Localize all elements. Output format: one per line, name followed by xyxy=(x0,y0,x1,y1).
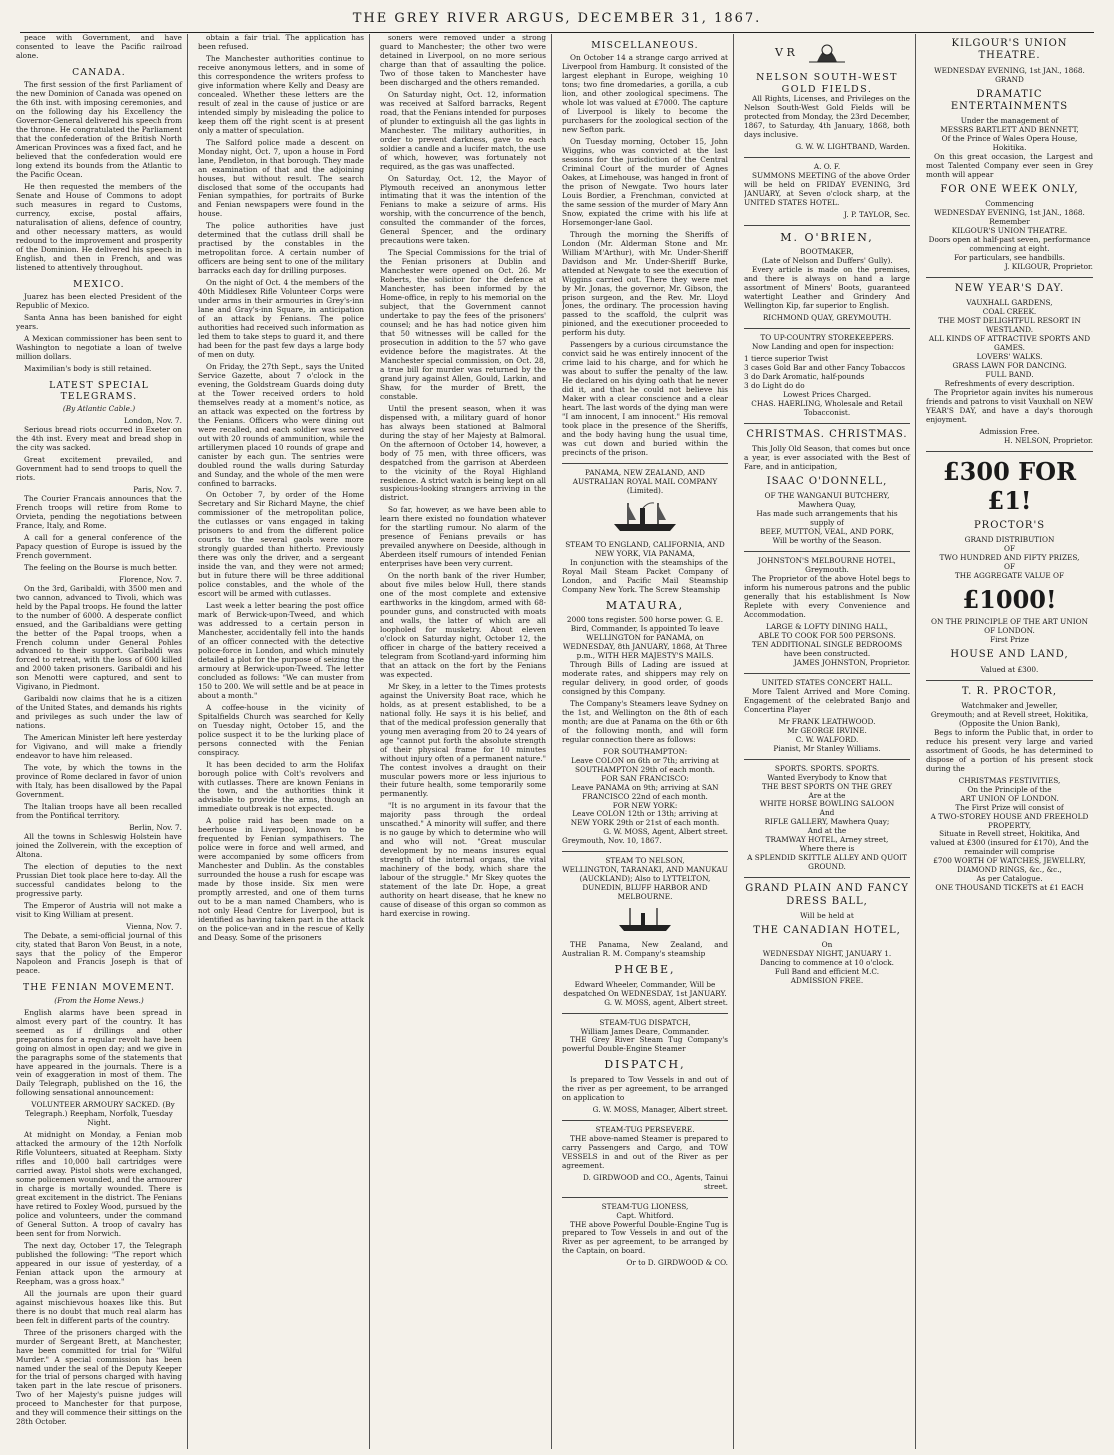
ad-line: RIFLE GALLERY, Mawhera Quay; xyxy=(764,817,890,827)
ad-text: The Proprietor of the above Hotel begs to inform his numerous patrons and the public generally that his establishment Is Now Replete with every Convenience and Accommodation. xyxy=(744,574,910,620)
divider xyxy=(744,673,910,674)
telegram-paragraph: The election of deputies to the next Prussian Diet took place here to-day. All the successful candidates belong to the progressive party. xyxy=(16,861,182,898)
article-paragraph: On Friday, the 27th Sept., says the United Service Gazette, about 7 o'clock in the evening, the Goldstream Guards doing duty at the Tower received orders to hold themselves ready at a moment's notice, as an attack was expected on the fortress by the Fenians. Officers who were dining out were recalled, and each soldier was served out with 20 rounds of ammunition, while the artillerymen placed 10 rounds of grape and canister by each gun. The sentries were doubled round the walls during Saturday and Sunday, and the whole of the men were confined to barracks. xyxy=(198,361,364,488)
ad-body: Is prepared to Tow Vessels in and out of the river as per agreement, to be arranged on application to xyxy=(562,1074,728,1102)
ad-line: Of the Prince of Wales Opera House, Hokitika. xyxy=(941,134,1078,153)
ad-line: Are at the xyxy=(808,790,846,800)
royal-crest-icon xyxy=(744,36,910,69)
ad-town: Greymouth. xyxy=(805,565,849,575)
ad-line: TWO HUNDRED AND FIFTY PRIZES, xyxy=(939,553,1080,563)
ad-text: Wanted Everybody to Know that xyxy=(767,772,887,782)
ad-feature: TEN ADDITIONAL SINGLE BEDROOMS have been constructed. xyxy=(751,639,903,658)
list-item: 3 do Dark Aromatic, half-pounds xyxy=(744,372,865,382)
ship-commander: William James Deare, Commander. xyxy=(580,1026,710,1036)
ad-line: OF xyxy=(1003,561,1016,571)
ad-subtitle: (Limited). xyxy=(626,485,664,495)
performer-name: Mr FRANK LEATHWOOD. xyxy=(778,716,876,726)
divider xyxy=(744,225,910,226)
panama-mail-ad xyxy=(562,469,728,846)
route-line: FOR SAN FRANCISCO: xyxy=(601,773,689,783)
ad-signature: G. W. MOSS, Agent, Albert street. xyxy=(603,827,728,837)
ad-signature: J. P. TAYLOR, Sec. xyxy=(843,209,910,219)
route-line: Leave PANAMA on 9th; arriving at SAN FRANCISCO 22nd of each month. xyxy=(571,782,719,801)
ad-subtitle: BOOTMAKER, xyxy=(800,247,854,257)
ad-shop: OF THE WANGANUI BUTCHERY, xyxy=(764,491,890,501)
fenian-paragraph: Three of the prisoners charged with the murder of Sergeant Brett, at Manchester, have been committed for trial for "Wilful Murder." A special commission has been named under the seal of the Deputy Keeper for the trial of persons charged with having taken part in the late rescue of prisoners. Two of her Majesty's puisne judges will proceed to Manchester for that purpose, and they will commence their sittings on the 28th October. xyxy=(16,1327,182,1427)
ad-line: ART UNION OF LONDON. xyxy=(960,793,1059,803)
ad-line: FOR ONE WEEK ONLY, xyxy=(940,183,1079,195)
telegrams-heading: LATEST SPECIAL TELEGRAMS. xyxy=(49,379,149,402)
ad-line: FULL BAND. xyxy=(985,370,1034,379)
telegram-paragraph: The Italian troops have all been recalled from the Pontifical territory. xyxy=(16,801,182,820)
mexico-paragraph: Maximilian's body is still retained. xyxy=(24,363,152,373)
ad-signature: D. GIRDWOOD and CO., Agents, Tainui street. xyxy=(582,1172,728,1191)
storekeepers-ad xyxy=(744,334,910,418)
ad-note: (Late of Nelson and Duffers' Gully). xyxy=(761,256,893,266)
fenian-subheading: (From the Home News.) xyxy=(54,995,144,1005)
mexico-paragraph: A Mexican commissioner has been sent to Washington to negotiate a loan of twelve million dollars. xyxy=(16,333,182,361)
concert-hall-ad xyxy=(744,679,910,754)
ad-line: Remember xyxy=(989,217,1030,227)
ad-items: BEEF, MUTTON, VEAL, AND PORK, xyxy=(760,527,894,537)
ad-title: TO UP-COUNTRY STOREKEEPERS. xyxy=(760,333,894,343)
fenian-paragraph: VOLUNTEER ARMOURY SACKED. (By Telegraph.) Reepham, Norfolk, Tuesday Night. xyxy=(25,1100,175,1128)
telegrams-subheading: (By Atlantic Cable.) xyxy=(62,404,136,414)
tug-dispatch-ad xyxy=(562,1019,728,1115)
article-paragraph: The Special Commissions for the trial of the Fenian prisoners at Dublin and Manchester were opened on Oct. 26. Mr Roberts, the solicitor for the defence at Manchester, has been informed by the Home-office, in reply to his memorial on the subject, that the Government cannot undertake to pay the fees of the prisoners' counsel; and he has had notice given him that 50 witnesses will be called for the prosecution in addition to the 57 who gave evidence before the magistrates. At the Manchester special commission, on Oct. 28, a true bill for murder was returned by the grand jury against Allen, Gould, Larkin, and Shaw, for the murder of Brett, the constable. xyxy=(380,248,546,401)
ad-signature: JAMES JOHNSTON, Proprietor. xyxy=(793,657,910,667)
ad-signature: G. W. W. LIGHTBAND, Warden. xyxy=(795,142,910,152)
ad-title: STEAM-TUG DISPATCH, xyxy=(599,1017,691,1027)
ad-name: ISAAC O'DONNELL, xyxy=(766,476,888,488)
article-paragraph: The police authorities have just determined that the cutlass drill shall be practised by the constables in the metropolitan force. A certain number of officers are being sent to one of the military barracks each day for drilling purposes. xyxy=(198,221,364,276)
ad-title: KILGOUR'S UNION THEATRE. xyxy=(951,38,1068,62)
ad-line: CHRISTMAS FESTIVITIES, xyxy=(958,775,1061,785)
dateline: Florence, Nov. 7. xyxy=(119,574,182,584)
article-paragraph: On the night of Oct. 4 the members of the 40th Middlesex Rifle Volunteer Corps were under arms in their armouries in Grey's-inn lane and Gray's-inn Square, in anticipation of an attack by Fenians. The police authorities had received such information as led them to take steps to guard it, and there had been for the past few days a large body of men on duty. xyxy=(198,278,364,359)
ad-amount: £1000! xyxy=(962,584,1057,614)
article-paragraph: Mr Skey, in a letter to the Times protests against the University Boat race, which he holds, as at present established, to be a national folly. He says it is his belief, and that of the medical profession generally that young men averaging from 20 to 24 years of age "cannot put forth the absolute strength of their physical frame for 10 minutes without injury often of a permanent nature." The contest involves a draught on their muscular powers more or less injurious to their future health, some temporarily some permanently. xyxy=(380,681,546,799)
mexico-heading: MEXICO. xyxy=(73,278,125,290)
ship-description: 2000 tons register. 500 horse power. G. E. Bird, Commander, Is appointed To leave WELLINGTON for PANAMA, on WEDNESDAY, 8th JANUARY, 1868, At Three p.m., WITH HER MAJESTY'S MAILS. xyxy=(562,615,728,661)
ad-line: And xyxy=(819,808,835,818)
ad-line: ON THE PRINCIPLE OF THE ART UNION OF LONDON. xyxy=(931,617,1088,636)
ad-title: STEAM-TUG LIONESS, xyxy=(601,1201,689,1211)
ship-name: DISPATCH, xyxy=(604,1058,686,1072)
christmas-butchery-ad xyxy=(744,429,910,546)
article-paragraph: The Salford police made a descent on Monday night, Oct. 7, upon a house in Ford lane, Pendleton, in that borough. They made an examination of that and the adjoining houses, but without result. The search disclosed that some of the occupants had Fenian sympathies, for portraits of Burke and Fenian newspapers were found in the house. xyxy=(198,137,364,219)
article-paragraph: A coffee-house in the vicinity of Spitalfields Church was searched for Kelly on Tuesday night, October 15, and the police suspect it to be the lurking place of persons connected with the Fenian conspiracy. xyxy=(198,702,364,757)
ad-text: On this great occasion, the Largest and most Talented Company ever seen in Grey month will appear xyxy=(926,152,1093,179)
mexico-paragraph: Juarez has been elected President of the Republic of Mexico. xyxy=(16,291,182,310)
dress-ball-ad xyxy=(744,883,910,986)
ad-feature: LARGE & LOFTY DINING HALL, xyxy=(766,622,888,632)
telegram-paragraph: All the towns in Schleswig Holstein have joined the Zollverein, with the exception of Altona. xyxy=(16,831,182,859)
ad-line: For particulars, see handbills. xyxy=(954,253,1065,263)
telegram-paragraph: The Emperor of Austria will not make a visit to King William at present. xyxy=(16,900,182,919)
telegram-paragraph: The feeling on the Bourse is much better. xyxy=(24,562,178,572)
union-theatre-ad xyxy=(926,38,1093,272)
ad-text: Begs to inform the Public that, in order to reduce his present very large and varied assortment of Goods, he has determined to dispose of a portion of his present stock during the xyxy=(926,727,1093,773)
melbourne-hotel-ad xyxy=(744,557,910,668)
canada-paragraph: The first session of the first Parliament of the new Dominion of Canada was opened on the 6th inst. with imposing ceremonies, and on the following day his Excellency the Governor-General delivered his speech from the throne. He congratulated the Parliament that the confederation of the British North American Provinces was a fixed fact, and he believed that the confederation would ere long extend its bounds from the Atlantic to the Pacific Ocean. xyxy=(16,80,182,179)
tug-persevere-ad xyxy=(562,1126,728,1192)
ad-line: On the Principle of the xyxy=(967,784,1052,794)
divider xyxy=(562,1013,728,1014)
divider xyxy=(562,463,728,464)
ad-line: TRAMWAY HOTEL, Arney street, xyxy=(765,835,889,845)
ad-line: Admission Free. xyxy=(979,426,1040,436)
ad-line: HOUSE AND LAND, xyxy=(950,649,1069,661)
ad-line: Situate in Revell street, Hokitika, And valued at £300 (insured for £170), And the remainder will comprise xyxy=(930,829,1089,857)
ad-title: JOHNSTON'S MELBOURNE HOTEL, xyxy=(758,556,896,566)
telegram-paragraph: The Debate, a semi-official journal of this city, stated that Baron Von Beust, in a note, says that the policy of the Emperor Napoleon and Francis Joseph is that of peace. xyxy=(16,930,182,976)
ad-fine-print: Through Bills of Lading are issued at moderate rates, and shippers may rely on regular delivery, in good order, of goods consigned by this Company. xyxy=(562,659,728,696)
telegram-paragraph: Serious bread riots occurred in Exeter on the 4th inst. Every meat and bread shop in the city was sacked. xyxy=(16,425,182,453)
dateline: Vienna, Nov. 7. xyxy=(126,921,182,931)
ad-line: WEDNESDAY NIGHT, JANUARY 1. xyxy=(762,949,892,959)
ad-line: ALL KINDS OF ATTRACTIVE SPORTS AND GAMES. xyxy=(928,334,1091,353)
ad-line: Where there is xyxy=(799,844,855,854)
article-paragraph: Last week a letter bearing the post office mark of Berwick-upon-Tweed, and which was addressed to a certain person in Manchester, accidentally fell into the hands of an officer connected with the detective police-force in London, and which minutely detailed a plot for the purpose of seizing the armoury at Berwick-upon-Tweed. The letter concluded as follows: "We can muster from 150 to 200. We will settle and be at peace in about a month." xyxy=(198,601,364,700)
ad-line: Will be held at xyxy=(800,910,854,920)
ad-subtitle: DRAMATIC ENTERTAINMENTS xyxy=(950,88,1069,112)
list-item: 3 do Light do do xyxy=(744,381,805,391)
divider xyxy=(926,680,1093,681)
column-1 xyxy=(16,34,188,1449)
misc-paragraph: On Tuesday morning, October 15, John Wiggins, who was convicted at the last sessions for the jurisdiction of the Central Criminal Court of the murder of Agnes Oakes, at Limehouse, was hanged in front of the prison of Newgate. Two hours later Louis Bordier, a Frenchman, convicted at the same session of the murder of Mary Ann Snow, expiated the crime with his life at Horsemonger-lane Gaol. xyxy=(562,137,728,227)
canada-paragraph: He then requested the members of the Senate and House of Commons to adopt such measures in regard to Customs, currency, excise, postal affairs, naturalisation of aliens, defence of country, and other necessary matters, as would redound to the improvement and prosperity of the Dominion. He delivered his speech in English, and then in French, and was listened to attentively throughout. xyxy=(16,181,182,272)
ad-line: GRAND xyxy=(995,74,1024,84)
ad-text: THE above-named Steamer is prepared to carry Passengers and Cargo, and TOW VESSELS in and out of the River as per agreement. xyxy=(562,1133,728,1170)
route-line: Leave COLON on 6th or 7th; arriving at SOUTHAMPTON 29th of each month. xyxy=(571,755,719,774)
ad-line: OF xyxy=(1003,544,1016,554)
ad-line: THE BEST SPORTS ON THE GREY xyxy=(761,781,893,791)
ad-line: A SPLENDID SKITTLE ALLEY AND QUOIT GROUND. xyxy=(747,853,907,872)
article-paragraph: obtain a fair trial. The application has been refused. xyxy=(198,34,364,51)
masthead: THE GREY RIVER ARGUS, DECEMBER 31, 1867. xyxy=(20,6,1094,33)
article-paragraph: On Saturday, Oct. 12, the Mayor of Plymouth received an anonymous letter intimating that it was the intention of the Fenians to make a seizure of arms. His worship, with the concurrence of the bench, consulted the commander of the forces, General Spencer, and the ordinary precautions were taken. xyxy=(380,173,546,246)
steam-to-nelson-ad xyxy=(562,857,728,1007)
ad-line: COAL CREEK. xyxy=(982,307,1037,317)
divider xyxy=(926,451,1093,452)
ad-line: £700 WORTH OF WATCHES, JEWELLRY, DIAMOND RINGS, &c., &c., xyxy=(933,856,1086,875)
column-2 xyxy=(198,34,370,1449)
telegram-paragraph: Garibaldi now claims that he is a citizen of the United States, and demands his rights and privileges as such under the law of nations. xyxy=(16,694,182,731)
sports-ad xyxy=(744,765,910,873)
proctor-jeweller-ad xyxy=(926,686,1093,894)
proctor-distribution-ad xyxy=(926,457,1093,675)
divider xyxy=(562,851,728,852)
ad-date: WEDNESDAY EVENING, 1st JAN., 1868. xyxy=(934,65,1085,75)
ad-title: NEW YEAR'S DAY. xyxy=(954,282,1065,294)
ad-text: More Talent Arrived and More Coming. Engagement of the celebrated Banjo and Concertina Player xyxy=(744,686,910,714)
telegram-paragraph: A call for a general conference of the Papacy question of Europe is issued by the French government. xyxy=(16,532,182,560)
ad-line: THE CANADIAN HOTEL, xyxy=(753,924,901,936)
bootmaker-ad xyxy=(744,231,910,323)
steamship-icon xyxy=(562,906,728,937)
article-paragraph: It has been decided to arm the Holifax borough police with Colt's revolvers and with cutlasses. There are known Fenians in the town, and the authorities think it advisable to provide the arms, though an immediate outbreak is not expected. xyxy=(198,759,364,814)
ad-line: Doors open at half-past seven, performance commencing at eight. xyxy=(928,235,1091,254)
article-paragraph: On the north bank of the river Humber, about five miles below Hull, there stands one of the most complete and extensive earthworks in the kingdom, armed with 68-pounder guns, and constructed with moats and walls, the latter of which are all loopholed for musketry. About eleven o'clock on Saturday night, October 12, the officer in charge of the battery received a telegram from Scotland-yard informing him that an attack on the fort by the Fenians was expected. xyxy=(380,571,546,679)
ad-note: Lowest Prices Charged. xyxy=(782,390,872,400)
ad-signature: Pianist, Mr Stanley Williams. xyxy=(773,743,881,753)
ad-line: First Prize xyxy=(990,635,1029,645)
ad-line: VAUXHALL GARDENS, xyxy=(966,298,1053,308)
ad-line: The First Prize will consist of xyxy=(955,802,1064,812)
article-paragraph: Until the present season, when it was dispensed with, a military guard of honor has always been stationed at Balmoral during the stay of her Majesty at Balmoral. On the afternoon of October 14, however, a body of 75 men, with three officers, was despatched from the garrison at Aberdeen to the vicinity of the Royal Highland residence. A strict watch is being kept on all suspicious-looking strangers arriving in the district. xyxy=(380,403,546,503)
article-paragraph: "It is no argument in its favour that the majority pass through the ordeal unscathed." A minority will suffer, and there is no gauge by which to determine who will and who will not. "Great muscular development by no means insures equal strength of the internal organs, the vital machinery of the body, which share the labour of the struggle." Mr Skey quotes the statement of the late Dr. Hope, a great authority on heart disease, that he knew no cause of disease of this organ so common as hard exercise in rowing. xyxy=(380,801,546,919)
ad-title: STEAM-TUG PERSEVERE. xyxy=(595,1124,695,1134)
ad-text: THE Panama, New Zealand, and Australian R. M. Company's steamship xyxy=(562,940,728,959)
ad-line: And at the xyxy=(807,826,847,836)
ad-date: Greymouth, Nov. 10, 1867. xyxy=(562,836,662,846)
ship-commander: Capt. Whitford. xyxy=(616,1210,674,1220)
ad-line: GRAND DISTRIBUTION xyxy=(964,535,1055,545)
ad-date: WEDNESDAY EVENING, 1st JAN., 1868. xyxy=(934,208,1085,218)
misc-paragraph: On October 14 a strange cargo arrived at Liverpool from Hamburg. It consisted of the largest elephant in Europe, weighing 10 tons; two fine dromedaries, a gorilla, a cub lion, and other zoological specimens. The whole lot was valued at £7000. The capture of Liverpool is likely to become the purchasers for the zoological section of the new Sefton park. xyxy=(562,53,728,135)
ad-line: THE AGGREGATE VALUE OF xyxy=(954,570,1065,580)
ad-title: M. O'BRIEN, xyxy=(780,230,874,244)
ad-line: WHITE HORSE BOWLING SALOON xyxy=(759,799,895,809)
ad-address: Greymouth; and at Revell street, Hokitika, (Opposite the Union Bank), xyxy=(930,709,1089,728)
tug-lioness-ad xyxy=(562,1203,728,1269)
route-line: Leave COLON 12th or 13th; arriving at NEW YORK 29th or 21st of each month. xyxy=(570,809,720,828)
ad-body: WELLINGTON, TARANAKI, AND MANUKAU (AUCKLAND); Also to LYTTELTON, DUNEDIN, BLUFF HARBOR AND MELBOURNE. xyxy=(562,865,728,902)
vauxhall-gardens-ad xyxy=(926,283,1093,446)
ad-line: GRASS LAWN FOR DANCING. xyxy=(952,361,1067,371)
telegram-paragraph: The American Minister left here yesterday for Vigivano, and will make a friendly endeavor to have him released. xyxy=(16,733,182,761)
ad-line: Under the management of xyxy=(960,116,1059,126)
ad-title: STEAM TO NELSON, xyxy=(605,856,685,866)
ad-line: THE MOST DELIGHTFUL RESORT IN WESTLAND. xyxy=(938,316,1081,335)
column-3 xyxy=(380,34,552,1449)
telegram-paragraph: On the 3rd, Garibaldi, with 3500 men and two cannon, advanced to Tivoli, which was held by the Papal troops. He found the latter to the number of 6000. A desperate conflict ensued, and the Garibaldians were getting the better of the Papal troops, when a French column under General Pohles advanced to their support. Garibaldi was forced to retreat, with the loss of 600 killed and 2000 taken prisoners. Garibaldi and his son Menotti were captured, and sent to Vigivano, in Piedmont. xyxy=(16,583,182,692)
columns xyxy=(16,34,1104,1449)
ad-line: ADMISSION FREE. xyxy=(790,975,864,985)
ad-names: MESSRS BARTLETT AND BENNETT, xyxy=(940,125,1079,135)
ad-line: Full Band and efficient M.C. xyxy=(774,967,880,976)
ad-title: GRAND PLAIN AND FANCY DRESS BALL, xyxy=(745,883,909,907)
ad-text: THE Grey River Steam Tug Company's powerful Double-Engine Steamer xyxy=(562,1035,728,1054)
ad-line: Refreshments of every description. xyxy=(944,378,1075,388)
divider xyxy=(744,759,910,760)
intro-paragraph: peace with Government, and have consented to leave the Pacific railroad alone. xyxy=(16,34,182,60)
ad-headline: £300 FOR £1! xyxy=(942,456,1077,516)
ad-line: PROCTOR'S xyxy=(973,519,1046,531)
ad-heading: STEAM TO ENGLAND, CALIFORNIA, AND NEW YORK, VIA PANAMA, xyxy=(565,539,725,558)
list-item: 1 tierce superior Twist xyxy=(744,354,829,364)
ad-text: The Proprietor again invites his numerous friends and patrons to visit Vauxhall on NEW YEAR'S DAY, and have a day's thorough enjoyment. xyxy=(926,387,1093,424)
route-line: FOR SOUTHAMPTON: xyxy=(602,746,688,756)
fenian-paragraph: The next day, October 17, the Telegraph published the following: "The report which appeared in our issue of yesterday, of a Fenian attack upon the armoury at Reepham, was a gross hoax." xyxy=(16,1240,182,1286)
ad-text: THE above Powerful Double-Engine Tug is prepared to Tow Vessels in and out of the River as per agreement, to be arranged by the Captain, on board. xyxy=(562,1219,728,1256)
ad-title: PANAMA, NEW ZEALAND, AND AUSTRALIAN ROYAL MAIL COMPANY xyxy=(572,467,718,486)
misc-paragraph: Passengers by a curious circumstance the convict said he was entirely innocent of the crime laid to his charge, and for which he was about to suffer the penalty of the law. He declared on his dying oath that he never did it, and that he could not believe his Maker with a clear conscience and a clear heart. The last words of the dying man were "I am innocent, I am innocent." His removal took place in the presence of the Sheriffs, and the body having hung the usual time, was cut down and buried within the precincts of the prison. xyxy=(562,340,728,457)
ad-line: Valued at £300. xyxy=(980,664,1039,674)
divider xyxy=(562,1197,728,1198)
ad-text: Every article is made on the premises, and there is always on hand a large assortment of Miners' Boots, guaranteed watertight Leather and Grindery And Wellington Kip, far superior to English. xyxy=(744,265,910,311)
column-4 xyxy=(562,34,734,1449)
ad-line: As per Catalogue. xyxy=(976,874,1043,884)
ad-title: CHRISTMAS. CHRISTMAS. xyxy=(746,428,908,440)
ad-text: Now Landing and open for inspection: xyxy=(752,342,894,352)
ad-text: This Jolly Old Season, that comes but once a year, is ever associated with the Best of Fare, and in anticipation, xyxy=(744,444,910,472)
ad-address: Mawhera Quay, xyxy=(798,500,856,510)
fenian-paragraph: English alarms have been spread in almost every part of the country. It has seemed as if drillings and other preparations for a regular revolt have been going on almost in open day; and we give in the paragraphs some of the statements that have appeared in the journals. There is a vein of exaggeration in most of them. The Daily Telegraph, published on the 16, the following sensational announcement: xyxy=(16,1007,182,1098)
article-paragraph: On October 7, by order of the Home Secretary and Sir Richard Mayne, the chief commissioner of the metropolitan police, the cutlasses or vans engaged in taking prisoners to and from the different police courts to the several gaols were more strongly guarded than hitherto. Previously there was only the driver, and a sergeant inside the van, and they were not armed; but in future there will be three additional police constables, and the whole of the escort will be armed with cutlasses. xyxy=(198,490,364,599)
ad-title: SPORTS. SPORTS. SPORTS. xyxy=(774,763,880,773)
ad-signature: G. W. MOSS, agent, Albert street. xyxy=(604,997,728,1007)
ad-signature: Or to D. GIRDWOOD & CO. xyxy=(626,1258,728,1268)
divider xyxy=(744,877,910,878)
telegram-paragraph: The vote, by which the towns in the province of Rome declared in favor of union with Italy, has been disallowed by the Papal Government. xyxy=(16,763,182,799)
crest-letters: V R xyxy=(775,46,795,59)
ad-signature: H. NELSON, Proprietor. xyxy=(1003,435,1093,445)
column-5 xyxy=(744,34,916,1449)
dateline: Berlin, Nov. 7. xyxy=(129,822,182,832)
steamship-icon xyxy=(562,500,728,537)
route-line: FOR NEW YORK: xyxy=(612,800,678,810)
article-paragraph: The Manchester authorities continue to receive anonymous letters, and in some of this correspondence the writers profess to give information where Kelly and Deasy are concealed. Whether these letters are the result of zeal in the cause of justice or are intended simply by misleading the police to keep them off the right scent is at present only a matter of speculation. xyxy=(198,53,364,135)
ad-line: KILGOUR'S UNION THEATRE. xyxy=(951,226,1068,236)
aof-meeting-ad xyxy=(744,163,910,220)
divider xyxy=(744,423,910,424)
ad-line: ONE THOUSAND TICKETS at £1 EACH xyxy=(935,883,1084,893)
misc-paragraph: Through the morning the Sheriffs of London (Mr. Alderman Stone and Mr. William M'Arthur), with Mr. Under-Sheriff Davidson and Mr. Under-Sheriff Burke, attended at Newgate to see the execution of Wiggins carried out. There they were met by Mr. Jonas, the governor, Mr. Gibson, the prison surgeon, and the Rev. Mr. Lloyd Jones, the ordinary. The procession having passed to the scaffold, the culprit was pinioned, and the executioner proceeded to perform his duty. xyxy=(562,229,728,338)
ad-line: On xyxy=(821,940,833,950)
fenian-paragraph: All the journals are upon their guard against mischievous hoaxes like this. But there is no doubt that much real alarm has been felt in different parts of the country. xyxy=(16,1288,182,1325)
ad-line: A TWO-STOREY HOUSE AND FREEHOLD PROPERTY, xyxy=(930,811,1089,830)
divider xyxy=(926,277,1093,278)
ad-text: All Rights, Licenses, and Privileges on the Nelson South-West Gold Fields will be protected from Monday, the 23rd December, 1867, to Saturday, 4th January, 1868, both days inclusive. xyxy=(744,94,910,140)
ad-signature: J. KILGOUR, Proprietor. xyxy=(1004,261,1093,271)
ad-trade: Watchmaker and Jeweller, xyxy=(961,700,1058,710)
mexico-paragraph: Santa Anna has been banished for eight years. xyxy=(16,312,182,331)
ad-line: Dancing to commence at 10 o'clock. xyxy=(760,958,894,968)
ad-text: Has made such arrangements that his supply of xyxy=(756,509,898,528)
ad-address: RICHMOND QUAY, GREYMOUTH. xyxy=(762,313,892,323)
ship-commander: Edward Wheeler, Commander, Will be despatched On WEDNESDAY, 1st JANUARY. xyxy=(563,979,727,998)
ad-title: A. O. F. xyxy=(813,162,841,172)
ad-title: NELSON SOUTH-WEST GOLD FIELDS. xyxy=(756,71,898,95)
ad-text: SUMMONS MEETING of the above Order will be held on FRIDAY EVENING, 3rd JANUARY, at Seven o'clock sharp, at the UNITED STATES HOTEL. xyxy=(744,171,910,207)
article-paragraph: On Saturday night, Oct. 12, information was received at Salford barracks, Regent road, that the Fenians intended for purposes of plunder to extinguish all the gas lights in Manchester. The military authorities, in order to prevent darkness, gave to each soldier a candle and a lucifer match, the use of which, however, was fortunately not required, as the gas was unaffected. xyxy=(380,89,546,171)
dateline: London, Nov. 7. xyxy=(124,416,182,426)
article-paragraph: A police raid has been made on a beerhouse in Liverpool, known to be frequented by Fenian sympathisers. The police were in force and well armed, and were accompanied by some officers from Manchester and Dublin. As the constables surrounded the house a rush for escape was made by those inside. Six men were promptly arrested, and one of them turns out to be a man named Chambers, who is not only Head Centre for Liverpool, but is identified as having taken part in the attack on the police-van and in the rescue of Kelly and Deasy. Some of the prisoners xyxy=(198,816,364,942)
fenian-heading: THE FENIAN MOVEMENT. xyxy=(22,982,176,994)
ad-title: T. R. PROCTOR, xyxy=(961,685,1058,697)
ad-signature: CHAS. HAERLING, Wholesale and Retail Tobacconist. xyxy=(751,398,903,417)
goldfields-ad xyxy=(744,72,910,152)
ad-line: Commencing xyxy=(985,199,1034,209)
ad-signature: G. W. MOSS, Manager, Albert street. xyxy=(592,1104,728,1114)
ad-fine-print: The Company's Steamers leave Sydney on the 1st, and Wellington on the 8th of each month; are due at Panama on the 6th or 6th of the following month, and will form regular connection there as follows: xyxy=(562,698,728,744)
canada-heading: CANADA. xyxy=(72,66,126,78)
divider xyxy=(744,551,910,552)
divider xyxy=(562,1120,728,1121)
fenian-paragraph: At midnight on Monday, a Fenian mob attacked the armoury of the 12th Norfolk Rifle Volunteers, situated at Reepham. Sixty rifles and 10,000 ball cartridges were carried away. Pistol shots were exchanged, some policemen wounded, and the armourer in charge is mortally wounded. There is great excitement in the district. The Fenians have retired to Foxley Wood, pursued by the police and volunteers, under the command of General Sutton. A troop of cavalry has been sent for from Norwich. xyxy=(16,1130,182,1238)
miscellaneous-heading: MISCELLANEOUS. xyxy=(591,40,699,51)
ad-body: In conjunction with the steamships of the Royal Mail Steam Packet Company of London, and Pacific Mail Steamship Company New York. The Screw Steamship xyxy=(562,557,728,594)
column-6 xyxy=(926,34,1098,1449)
telegram-paragraph: The Courier Francais announces that the French troops will retire from Rome to Orvieta, pending the negotiations between France, Italy, and Rome. xyxy=(16,493,182,530)
divider xyxy=(744,328,910,329)
divider xyxy=(744,157,910,158)
performer-name: C. W. WALFORD. xyxy=(795,734,859,744)
dateline: Paris, Nov. 7. xyxy=(133,485,182,494)
ship-name: PHŒBE, xyxy=(614,963,676,977)
article-paragraph: So far, however, as we have been able to learn there existed no foundation whatever for the startling rumour. No alarm of the presence of Fenians prevails or has prevailed anywhere on Deeside, although in Aberdeen itself rumours of intended Fenian enterprises have been very current. xyxy=(380,505,546,569)
ship-name: MATAURA, xyxy=(605,598,685,612)
ad-feature: ABLE TO COOK FOR 500 PERSONS. xyxy=(758,630,896,640)
performer-name: Mr GEORGE IRVINE. xyxy=(787,725,867,735)
ad-title: UNITED STATES CONCERT HALL. xyxy=(761,677,893,687)
telegram-paragraph: Great excitement prevailed, and Government had to send troops to quell the riots. xyxy=(16,455,182,483)
ad-text: Will be worthy of the Season. xyxy=(772,536,882,546)
list-item: 3 cases Gold Bar and other Fancy Tobaccos xyxy=(744,363,905,373)
article-paragraph: soners were removed under a strong guard to Manchester; the other two were detained in Liverpool, on no more serious charge than that of assaulting the police. Two of those taken to Manchester have been discharged and the others remanded. xyxy=(380,34,546,87)
ad-line: LOVERS' WALKS. xyxy=(976,352,1043,362)
